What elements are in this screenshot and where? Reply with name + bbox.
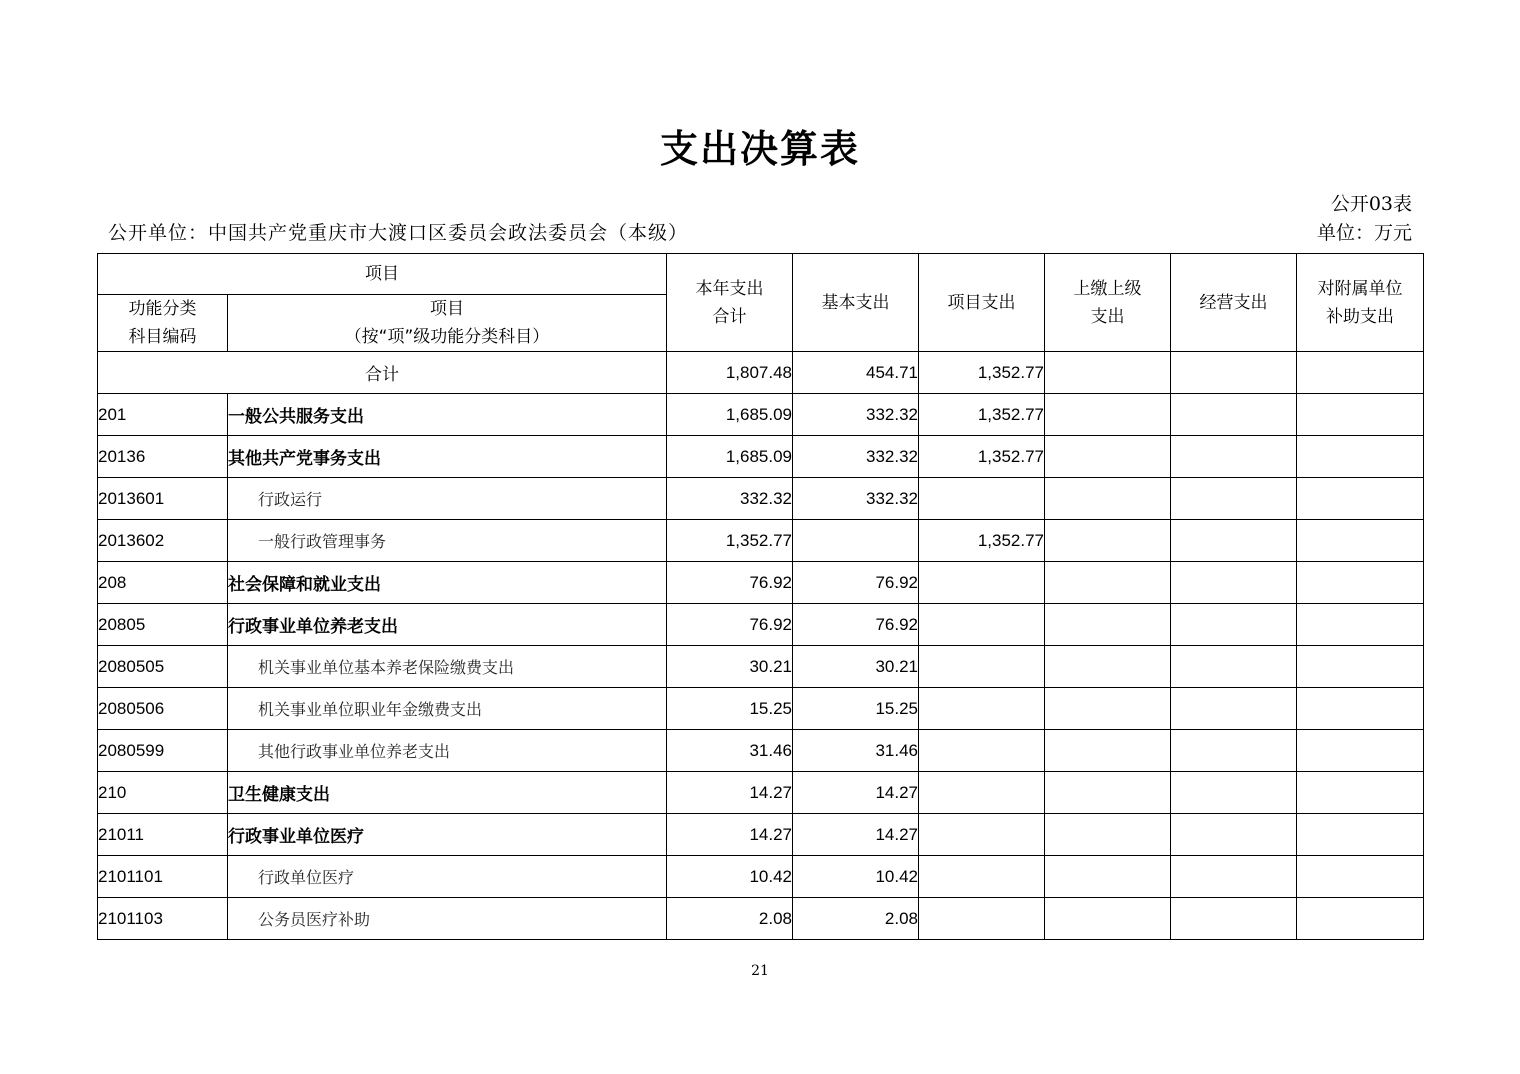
row-project: 1,352.77 xyxy=(919,436,1045,478)
row-subsidy xyxy=(1297,772,1424,814)
row-total: 15.25 xyxy=(667,688,793,730)
header-upper xyxy=(1045,254,1171,352)
table-row xyxy=(98,562,1424,604)
row-project xyxy=(919,772,1045,814)
row-project xyxy=(919,562,1045,604)
row-code: 2080599 xyxy=(98,730,228,772)
row-basic: 14.27 xyxy=(793,772,919,814)
row-business xyxy=(1171,688,1297,730)
row-upper xyxy=(1045,646,1171,688)
row-code: 20136 xyxy=(98,436,228,478)
header-total xyxy=(667,254,793,352)
row-basic: 76.92 xyxy=(793,604,919,646)
header-subsidy xyxy=(1297,254,1424,352)
header-total-line1: 本年支出 xyxy=(695,278,764,299)
row-name: 公务员医疗补助 xyxy=(228,898,667,940)
row-total: 2.08 xyxy=(667,898,793,940)
row-subsidy xyxy=(1297,394,1424,436)
table-row xyxy=(98,772,1424,814)
header-item: 项目 xyxy=(98,254,667,295)
row-project: 1,352.77 xyxy=(919,520,1045,562)
total-row xyxy=(98,352,1424,394)
unit-line: 单位：万元 xyxy=(1316,222,1412,244)
page-title: 支出决算表 xyxy=(659,127,860,171)
row-project xyxy=(919,898,1045,940)
row-name: 一般行政管理事务 xyxy=(228,520,667,562)
row-total: 10.42 xyxy=(667,856,793,898)
table-row xyxy=(98,688,1424,730)
header-item-sub xyxy=(228,295,667,352)
row-code: 2013602 xyxy=(98,520,228,562)
row-total: 31.46 xyxy=(667,730,793,772)
row-total: 1,352.77 xyxy=(667,520,793,562)
row-name: 行政运行 xyxy=(228,478,667,520)
row-subsidy xyxy=(1297,646,1424,688)
row-upper xyxy=(1045,478,1171,520)
row-name: 机关事业单位职业年金缴费支出 xyxy=(228,688,667,730)
row-code: 2013601 xyxy=(98,478,228,520)
row-code: 2080506 xyxy=(98,688,228,730)
row-total: 1,685.09 xyxy=(667,394,793,436)
row-business xyxy=(1171,520,1297,562)
table-row xyxy=(98,394,1424,436)
total-cell-upper xyxy=(1045,352,1171,394)
row-project xyxy=(919,646,1045,688)
page-number: 21 xyxy=(751,963,769,979)
row-subsidy xyxy=(1297,520,1424,562)
row-subsidy xyxy=(1297,604,1424,646)
row-business xyxy=(1171,772,1297,814)
row-name: 行政单位医疗 xyxy=(228,856,667,898)
table-row xyxy=(98,856,1424,898)
row-basic: 31.46 xyxy=(793,730,919,772)
row-basic: 332.32 xyxy=(793,478,919,520)
header-project: 项目支出 xyxy=(919,254,1045,352)
row-business xyxy=(1171,730,1297,772)
row-upper xyxy=(1045,520,1171,562)
row-total: 14.27 xyxy=(667,772,793,814)
expenditure-table xyxy=(97,253,1424,940)
form-number: 公开03表 xyxy=(1330,193,1412,215)
row-name: 机关事业单位基本养老保险缴费支出 xyxy=(228,646,667,688)
row-business xyxy=(1171,394,1297,436)
row-basic xyxy=(793,520,919,562)
table-row xyxy=(98,730,1424,772)
row-name: 社会保障和就业支出 xyxy=(228,562,667,604)
row-basic: 10.42 xyxy=(793,856,919,898)
row-business xyxy=(1171,856,1297,898)
row-name: 卫生健康支出 xyxy=(228,772,667,814)
row-upper xyxy=(1045,604,1171,646)
row-name: 其他共产党事务支出 xyxy=(228,436,667,478)
row-total: 14.27 xyxy=(667,814,793,856)
total-cell-basic: 454.71 xyxy=(793,352,919,394)
row-business xyxy=(1171,646,1297,688)
row-business xyxy=(1171,436,1297,478)
row-project xyxy=(919,814,1045,856)
header-upper-line1: 上缴上级 xyxy=(1073,278,1142,299)
table-row xyxy=(98,604,1424,646)
organization-line: 公开单位：中国共产党重庆市大渡口区委员会政法委员会（本级） xyxy=(108,222,689,244)
header-item-sub-line2: （按“项”级功能分类科目） xyxy=(344,327,550,347)
row-basic: 30.21 xyxy=(793,646,919,688)
header-item-sub-line1: 项目 xyxy=(430,299,464,319)
row-business xyxy=(1171,604,1297,646)
header-basic: 基本支出 xyxy=(793,254,919,352)
table-row xyxy=(98,478,1424,520)
row-basic: 76.92 xyxy=(793,562,919,604)
row-upper xyxy=(1045,814,1171,856)
header-upper-line2: 支出 xyxy=(1090,306,1125,327)
row-name: 其他行政事业单位养老支出 xyxy=(228,730,667,772)
header-subsidy-line2: 补助支出 xyxy=(1326,306,1394,327)
row-code: 2101101 xyxy=(98,856,228,898)
row-business xyxy=(1171,562,1297,604)
row-basic: 332.32 xyxy=(793,394,919,436)
row-upper xyxy=(1045,436,1171,478)
row-subsidy xyxy=(1297,478,1424,520)
row-subsidy xyxy=(1297,856,1424,898)
row-total: 1,685.09 xyxy=(667,436,793,478)
row-total: 332.32 xyxy=(667,478,793,520)
row-basic: 332.32 xyxy=(793,436,919,478)
row-project xyxy=(919,688,1045,730)
row-total: 30.21 xyxy=(667,646,793,688)
row-name: 行政事业单位医疗 xyxy=(228,814,667,856)
row-code: 210 xyxy=(98,772,228,814)
header-code-line1: 功能分类 xyxy=(128,299,197,319)
row-project xyxy=(919,730,1045,772)
total-cell-total: 1,807.48 xyxy=(667,352,793,394)
row-subsidy xyxy=(1297,814,1424,856)
row-subsidy xyxy=(1297,730,1424,772)
row-code: 2080505 xyxy=(98,646,228,688)
row-subsidy xyxy=(1297,688,1424,730)
row-upper xyxy=(1045,898,1171,940)
row-code: 2101103 xyxy=(98,898,228,940)
table-row xyxy=(98,898,1424,940)
row-code: 21011 xyxy=(98,814,228,856)
row-code: 20805 xyxy=(98,604,228,646)
header-code xyxy=(98,295,228,352)
row-basic: 14.27 xyxy=(793,814,919,856)
header-subsidy-line1: 对附属单位 xyxy=(1317,278,1403,299)
row-total: 76.92 xyxy=(667,604,793,646)
table-row xyxy=(98,436,1424,478)
table-row xyxy=(98,814,1424,856)
row-upper xyxy=(1045,772,1171,814)
row-project xyxy=(919,604,1045,646)
total-cell-project: 1,352.77 xyxy=(919,352,1045,394)
header-code-line2: 科目编码 xyxy=(128,327,197,347)
header-total-line2: 合计 xyxy=(712,306,747,327)
row-upper xyxy=(1045,730,1171,772)
row-name: 一般公共服务支出 xyxy=(228,394,667,436)
row-upper xyxy=(1045,856,1171,898)
total-cell-business xyxy=(1171,352,1297,394)
row-basic: 2.08 xyxy=(793,898,919,940)
row-code: 208 xyxy=(98,562,228,604)
row-business xyxy=(1171,814,1297,856)
row-code: 201 xyxy=(98,394,228,436)
row-basic: 15.25 xyxy=(793,688,919,730)
row-business xyxy=(1171,478,1297,520)
row-business xyxy=(1171,898,1297,940)
header-business: 经营支出 xyxy=(1171,254,1297,352)
row-project xyxy=(919,856,1045,898)
row-upper xyxy=(1045,688,1171,730)
table-row xyxy=(98,646,1424,688)
total-cell-subsidy xyxy=(1297,352,1424,394)
row-subsidy xyxy=(1297,436,1424,478)
row-subsidy xyxy=(1297,562,1424,604)
row-upper xyxy=(1045,394,1171,436)
total-label: 合计 xyxy=(98,352,667,394)
row-project: 1,352.77 xyxy=(919,394,1045,436)
row-upper xyxy=(1045,562,1171,604)
row-name: 行政事业单位养老支出 xyxy=(228,604,667,646)
row-subsidy xyxy=(1297,898,1424,940)
row-project xyxy=(919,478,1045,520)
row-total: 76.92 xyxy=(667,562,793,604)
table-row xyxy=(98,520,1424,562)
